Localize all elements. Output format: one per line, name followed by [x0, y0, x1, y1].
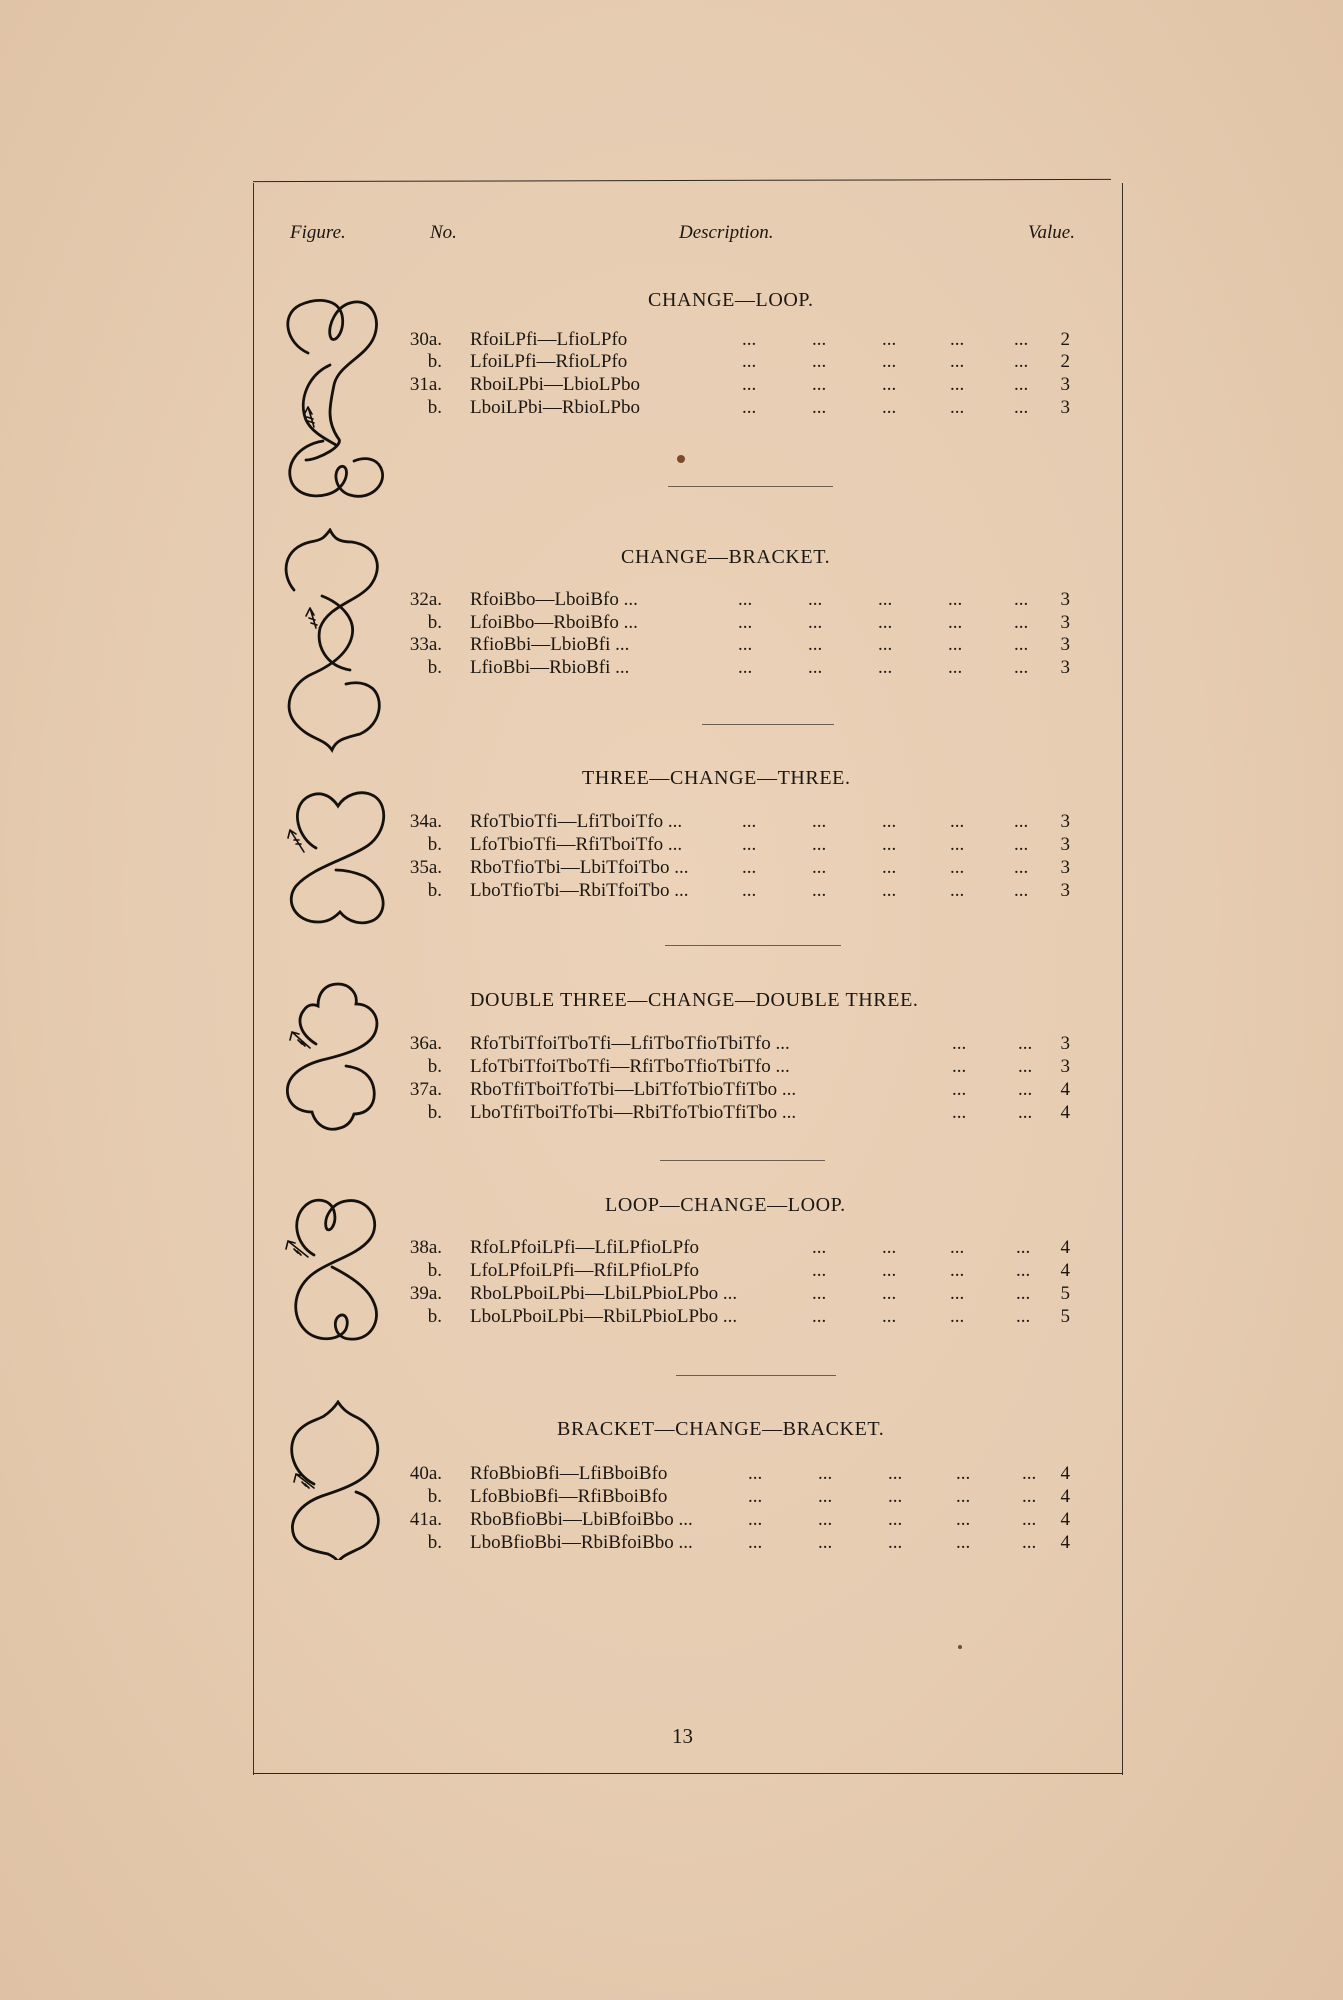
row-description: LfoTbiTfoiTboTfi—RfiTboTfioTbiTfo ...	[470, 1056, 790, 1077]
leader-dots: ...	[742, 834, 757, 855]
leader-dots: ...	[742, 397, 757, 418]
row-description: RfioBbi—LbioBfi ...	[470, 634, 630, 655]
row-value: 4	[1060, 1486, 1070, 1507]
leader-dots: ...	[882, 374, 897, 395]
table-row	[396, 1508, 1076, 1531]
row-value: 3	[1060, 657, 1070, 678]
leader-dots: ...	[882, 811, 897, 832]
leader-dots: ...	[882, 857, 897, 878]
change-loop-figure	[278, 295, 388, 505]
leader-dots: ...	[948, 634, 963, 655]
leader-dots: ...	[818, 1509, 833, 1530]
leader-dots: ...	[882, 1283, 897, 1304]
row-value: 3	[1060, 634, 1070, 655]
section-separator	[660, 1160, 825, 1161]
leader-dots: ...	[808, 634, 823, 655]
section-title-bracket-change-bracket: BRACKET—CHANGE—BRACKET.	[557, 1418, 885, 1440]
double-three-change-double-three-figure	[276, 980, 388, 1140]
leader-dots: ...	[950, 811, 965, 832]
bracket-change-bracket-figure	[280, 1400, 390, 1560]
leader-dots: ...	[1014, 811, 1029, 832]
row-description: RfoiBbo—LboiBfo ...	[470, 589, 638, 610]
row-description: RboTfioTbi—LbiTfoiTbo ...	[470, 857, 689, 878]
leader-dots: ...	[950, 834, 965, 855]
table-row	[396, 1531, 1076, 1554]
table-row	[396, 1078, 1076, 1101]
row-description: RfoBbioBfi—LfiBboiBfo	[470, 1463, 668, 1484]
three-change-three-figure	[282, 790, 392, 930]
row-value: 4	[1060, 1532, 1070, 1553]
leader-dots: ...	[1022, 1509, 1037, 1530]
leader-dots: ...	[950, 374, 965, 395]
leader-dots: ...	[950, 329, 965, 350]
row-number: 34a.	[409, 811, 442, 832]
row-value: 3	[1060, 397, 1070, 418]
table-row	[396, 1485, 1076, 1508]
leader-dots: ...	[808, 612, 823, 633]
row-description: LboiLPbi—RbioLPbo	[470, 397, 640, 418]
leader-dots: ...	[888, 1463, 903, 1484]
row-number: b.	[427, 1532, 442, 1553]
leader-dots: ...	[812, 1260, 827, 1281]
table-row	[396, 1282, 1076, 1305]
leader-dots: ...	[882, 1306, 897, 1327]
row-number: b.	[427, 657, 442, 678]
row-description: RboTfiTboiTfoTbi—LbiTfoTbioTfiTbo ...	[470, 1079, 797, 1100]
column-header-description: Description.	[679, 222, 774, 243]
leader-dots: ...	[812, 1283, 827, 1304]
leader-dots: ...	[812, 834, 827, 855]
table-row	[396, 656, 1076, 679]
row-description: RfoTbiTfoiTboTfi—LfiTboTfioTbiTfo ...	[470, 1033, 790, 1054]
table-row	[396, 879, 1076, 902]
column-header-no: No.	[430, 222, 457, 243]
row-description: RfoTbioTfi—LfiTboiTfo ...	[470, 811, 683, 832]
column-header-figure: Figure.	[290, 222, 346, 243]
leader-dots: ...	[882, 1260, 897, 1281]
table-row	[396, 1101, 1076, 1124]
leader-dots: ...	[738, 657, 753, 678]
leader-dots: ...	[950, 880, 965, 901]
leader-dots: ...	[818, 1532, 833, 1553]
leader-dots: ...	[742, 374, 757, 395]
row-number: b.	[427, 612, 442, 633]
row-description: LboBfioBbi—RbiBfoiBbo ...	[470, 1532, 693, 1553]
leader-dots: ...	[1016, 1283, 1031, 1304]
row-value: 2	[1060, 329, 1070, 350]
row-description: LboTfioTbi—RbiTfoiTbo ...	[470, 880, 689, 901]
leader-dots: ...	[818, 1486, 833, 1507]
leader-dots: ...	[748, 1463, 763, 1484]
leader-dots: ...	[878, 657, 893, 678]
row-number: b.	[427, 1306, 442, 1327]
leader-dots: ...	[1022, 1486, 1037, 1507]
leader-dots: ...	[742, 880, 757, 901]
row-number: b.	[427, 834, 442, 855]
leader-dots: ...	[952, 1033, 967, 1054]
leader-dots: ...	[818, 1463, 833, 1484]
leader-dots: ...	[950, 857, 965, 878]
table-row	[396, 856, 1076, 879]
row-number: 32a.	[409, 589, 442, 610]
leader-dots: ...	[738, 589, 753, 610]
row-number: b.	[427, 880, 442, 901]
leader-dots: ...	[952, 1056, 967, 1077]
section-separator	[702, 724, 834, 725]
row-value: 4	[1060, 1079, 1070, 1100]
leader-dots: ...	[812, 397, 827, 418]
leader-dots: ...	[950, 397, 965, 418]
leader-dots: ...	[1014, 857, 1029, 878]
row-number: 33a.	[409, 634, 442, 655]
row-value: 4	[1060, 1463, 1070, 1484]
row-value: 3	[1060, 612, 1070, 633]
table-row	[396, 1462, 1076, 1485]
row-description: RboiLPbi—LbioLPbo	[470, 374, 640, 395]
section-title-change-loop: CHANGE—LOOP.	[648, 289, 814, 311]
table-row	[396, 373, 1076, 396]
leader-dots: ...	[882, 329, 897, 350]
section-separator	[676, 1375, 836, 1376]
table-row	[396, 810, 1076, 833]
frame-top-rule	[253, 179, 1111, 182]
row-description: LboTfiTboiTfoTbi—RbiTfoTbioTfiTbo ...	[470, 1102, 797, 1123]
leader-dots: ...	[812, 329, 827, 350]
table-row	[396, 1236, 1076, 1259]
row-description: LfoTbioTfi—RfiTboiTfo ...	[470, 834, 683, 855]
loop-change-loop-figure	[274, 1195, 386, 1345]
section-title-double-three-change-double-three: DOUBLE THREE—CHANGE—DOUBLE THREE.	[470, 989, 919, 1011]
table-row	[396, 633, 1076, 656]
row-number: 31a.	[409, 374, 442, 395]
section-separator	[665, 945, 841, 946]
leader-dots: ...	[738, 634, 753, 655]
row-number: b.	[427, 397, 442, 418]
leader-dots: ...	[812, 374, 827, 395]
leader-dots: ...	[1018, 1102, 1033, 1123]
row-description: RfoiLPfi—LfioLPfo	[470, 329, 628, 350]
leader-dots: ...	[888, 1509, 903, 1530]
paper-speck	[677, 455, 685, 463]
paper-speck	[958, 1645, 962, 1649]
table-row	[396, 396, 1076, 419]
leader-dots: ...	[950, 351, 965, 372]
leader-dots: ...	[1018, 1033, 1033, 1054]
leader-dots: ...	[748, 1532, 763, 1553]
row-value: 2	[1060, 351, 1070, 372]
row-value: 3	[1060, 1033, 1070, 1054]
leader-dots: ...	[878, 612, 893, 633]
row-value: 4	[1060, 1260, 1070, 1281]
row-value: 3	[1060, 374, 1070, 395]
leader-dots: ...	[812, 880, 827, 901]
row-number: 30a.	[409, 329, 442, 350]
leader-dots: ...	[1014, 397, 1029, 418]
table-row	[396, 833, 1076, 856]
row-value: 3	[1060, 589, 1070, 610]
row-number: 35a.	[409, 857, 442, 878]
leader-dots: ...	[948, 657, 963, 678]
leader-dots: ...	[882, 1237, 897, 1258]
leader-dots: ...	[748, 1509, 763, 1530]
leader-dots: ...	[742, 329, 757, 350]
table-row	[396, 1305, 1076, 1328]
leader-dots: ...	[1016, 1306, 1031, 1327]
leader-dots: ...	[808, 657, 823, 678]
leader-dots: ...	[956, 1532, 971, 1553]
table-row	[396, 1259, 1076, 1282]
leader-dots: ...	[748, 1486, 763, 1507]
leader-dots: ...	[956, 1509, 971, 1530]
leader-dots: ...	[808, 589, 823, 610]
row-number: b.	[427, 351, 442, 372]
row-number: b.	[427, 1486, 442, 1507]
table-row	[396, 611, 1076, 634]
leader-dots: ...	[1014, 612, 1029, 633]
leader-dots: ...	[878, 634, 893, 655]
leader-dots: ...	[812, 857, 827, 878]
row-value: 3	[1060, 880, 1070, 901]
leader-dots: ...	[950, 1283, 965, 1304]
leader-dots: ...	[1014, 589, 1029, 610]
row-number: b.	[427, 1056, 442, 1077]
leader-dots: ...	[1014, 329, 1029, 350]
row-value: 4	[1060, 1509, 1070, 1530]
leader-dots: ...	[888, 1532, 903, 1553]
leader-dots: ...	[1018, 1056, 1033, 1077]
leader-dots: ...	[812, 1237, 827, 1258]
leader-dots: ...	[1014, 374, 1029, 395]
row-description: LboLPboiLPbi—RbiLPbioLPbo ...	[470, 1306, 738, 1327]
row-number: 41a.	[409, 1509, 442, 1530]
row-description: LfoiBbo—RboiBfo ...	[470, 612, 638, 633]
leader-dots: ...	[1014, 634, 1029, 655]
leader-dots: ...	[1016, 1260, 1031, 1281]
leader-dots: ...	[952, 1079, 967, 1100]
table-row	[396, 350, 1076, 373]
leader-dots: ...	[882, 351, 897, 372]
row-description: RboBfioBbi—LbiBfoiBbo ...	[470, 1509, 693, 1530]
leader-dots: ...	[812, 351, 827, 372]
change-bracket-figure	[280, 528, 390, 753]
leader-dots: ...	[950, 1260, 965, 1281]
leader-dots: ...	[1014, 880, 1029, 901]
leader-dots: ...	[742, 811, 757, 832]
page-number: 13	[672, 1724, 693, 1748]
row-value: 3	[1060, 1056, 1070, 1077]
leader-dots: ...	[1014, 351, 1029, 372]
row-description: LfoiLPfi—RfioLPfo	[470, 351, 628, 372]
leader-dots: ...	[948, 589, 963, 610]
leader-dots: ...	[1022, 1463, 1037, 1484]
leader-dots: ...	[812, 1306, 827, 1327]
leader-dots: ...	[882, 880, 897, 901]
table-row	[396, 1032, 1076, 1055]
section-title-three-change-three: THREE—CHANGE—THREE.	[582, 767, 851, 789]
row-number: 38a.	[409, 1237, 442, 1258]
row-number: b.	[427, 1260, 442, 1281]
row-value: 4	[1060, 1237, 1070, 1258]
row-description: LfoLPfoiLPfi—RfiLPfioLPfo	[470, 1260, 700, 1281]
leader-dots: ...	[948, 612, 963, 633]
leader-dots: ...	[1018, 1079, 1033, 1100]
leader-dots: ...	[950, 1306, 965, 1327]
leader-dots: ...	[1016, 1237, 1031, 1258]
section-title-change-bracket: CHANGE—BRACKET.	[621, 546, 831, 568]
row-description: LfoBbioBfi—RfiBboiBfo	[470, 1486, 668, 1507]
row-value: 5	[1060, 1306, 1070, 1327]
leader-dots: ...	[882, 834, 897, 855]
leader-dots: ...	[956, 1463, 971, 1484]
leader-dots: ...	[950, 1237, 965, 1258]
leader-dots: ...	[1014, 834, 1029, 855]
row-description: RboLPboiLPbi—LbiLPbioLPbo ...	[470, 1283, 738, 1304]
leader-dots: ...	[1022, 1532, 1037, 1553]
row-number: b.	[427, 1102, 442, 1123]
row-number: 39a.	[409, 1283, 442, 1304]
leader-dots: ...	[956, 1486, 971, 1507]
frame-bottom-rule	[253, 1773, 1123, 1774]
row-value: 3	[1060, 811, 1070, 832]
row-value: 4	[1060, 1102, 1070, 1123]
row-number: 40a.	[409, 1463, 442, 1484]
table-row	[396, 588, 1076, 611]
leader-dots: ...	[742, 351, 757, 372]
leader-dots: ...	[812, 811, 827, 832]
row-description: RfoLPfoiLPfi—LfiLPfioLPfo	[470, 1237, 700, 1258]
row-value: 3	[1060, 834, 1070, 855]
leader-dots: ...	[888, 1486, 903, 1507]
leader-dots: ...	[738, 612, 753, 633]
section-title-loop-change-loop: LOOP—CHANGE—LOOP.	[605, 1194, 846, 1216]
row-number: 37a.	[409, 1079, 442, 1100]
column-header-value: Value.	[1028, 222, 1075, 243]
leader-dots: ...	[878, 589, 893, 610]
section-separator	[668, 486, 833, 487]
table-row	[396, 1055, 1076, 1078]
leader-dots: ...	[952, 1102, 967, 1123]
leader-dots: ...	[882, 397, 897, 418]
row-value: 5	[1060, 1283, 1070, 1304]
table-row	[396, 328, 1076, 351]
leader-dots: ...	[742, 857, 757, 878]
row-description: LfioBbi—RbioBfi ...	[470, 657, 630, 678]
row-number: 36a.	[409, 1033, 442, 1054]
row-value: 3	[1060, 857, 1070, 878]
leader-dots: ...	[1014, 657, 1029, 678]
